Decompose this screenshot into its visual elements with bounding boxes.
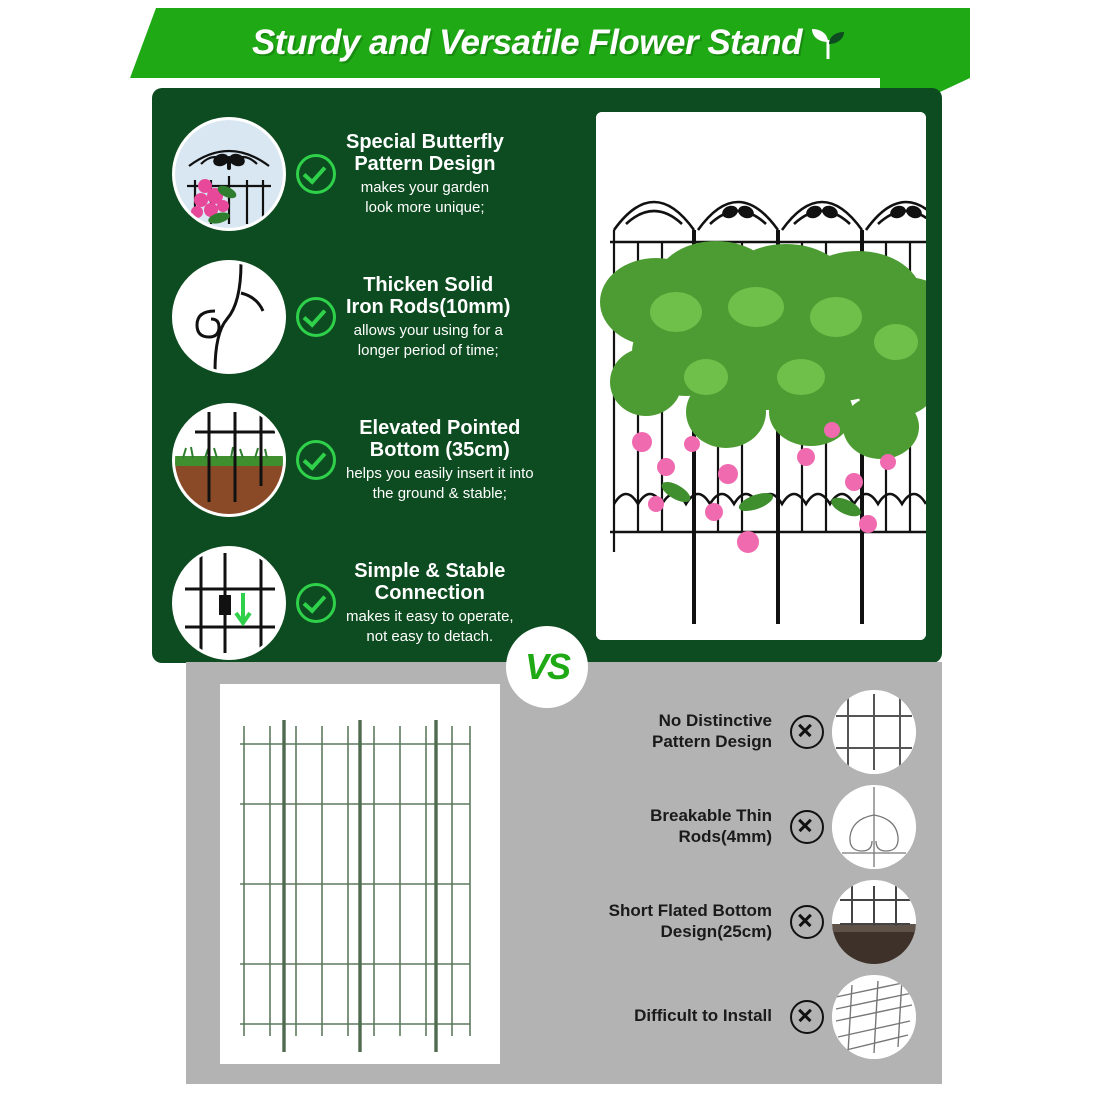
drawbacks-panel	[186, 662, 942, 1084]
butterfly-fence-with-vines-photo	[596, 112, 926, 640]
drawback-label	[526, 806, 782, 847]
cross-icon	[790, 715, 824, 749]
feature-sub-line2: longer period of time;	[357, 341, 499, 359]
feature-title-line2: Bottom (35cm)	[369, 439, 510, 462]
drawback-label-line1: No Distinctive	[658, 711, 772, 731]
drawback-label-line1: Difficult to Install	[634, 1006, 772, 1026]
feature-row	[172, 245, 592, 388]
drawback-label	[526, 1006, 782, 1026]
feature-title-line2: Pattern Design	[354, 153, 496, 176]
header-banner	[130, 8, 970, 78]
feature-sub-line1: allows your using for a	[353, 321, 503, 339]
feature-title-line1: Elevated Pointed	[359, 416, 521, 439]
feature-title-line2: Connection	[374, 582, 485, 605]
pointed-bottom-soil-bubble-icon	[172, 403, 286, 517]
drawback-label-line1: Short Flated Bottom	[608, 901, 772, 921]
plain-wire-fence-photo	[220, 684, 500, 1064]
thin-rod-bubble-icon	[832, 785, 916, 869]
seedling-icon	[808, 26, 848, 60]
drawback-label	[526, 901, 782, 942]
feature-title-line2: Iron Rods(10mm)	[346, 296, 511, 319]
feature-sub-line2: look more unique;	[365, 198, 485, 216]
advantages-panel	[152, 88, 942, 663]
cross-icon	[790, 1000, 824, 1034]
connection-bubble-icon	[172, 546, 286, 660]
feature-list	[172, 102, 592, 674]
feature-title-line1: Thicken Solid	[363, 273, 494, 296]
vs-label: VS	[524, 646, 570, 687]
drawback-row	[526, 874, 916, 969]
butterfly-pattern-bubble-icon	[172, 117, 286, 231]
flat-bottom-soil-bubble-icon	[832, 880, 916, 964]
feature-title-line1: Special Butterfly	[346, 130, 504, 153]
plain-grid-bubble-icon	[832, 690, 916, 774]
feature-row	[172, 388, 592, 531]
drawback-label	[526, 711, 782, 752]
page-title: Sturdy and Versatile Flower Stand	[251, 23, 803, 62]
feature-row	[172, 102, 592, 245]
feature-sub-line2: not easy to detach.	[366, 627, 494, 645]
feature-title-line1: Simple & Stable	[354, 559, 506, 582]
vs-badge	[508, 628, 586, 706]
feature-sub-line1: helps you easily insert it into	[346, 464, 534, 482]
drawback-row	[526, 969, 916, 1064]
check-icon	[296, 440, 336, 480]
drawback-label-line2: Rods(4mm)	[678, 826, 772, 846]
feature-text	[346, 417, 534, 502]
drawback-row	[526, 684, 916, 779]
tangled-wires-bubble-icon	[832, 975, 916, 1059]
check-icon	[296, 154, 336, 194]
drawback-list	[526, 684, 916, 1064]
iron-rod-bubble-icon	[172, 260, 286, 374]
cross-icon	[790, 810, 824, 844]
feature-text	[346, 274, 510, 359]
drawback-label-line1: Breakable Thin	[650, 806, 772, 826]
drawback-label-line2: Design(25cm)	[660, 921, 772, 941]
check-icon	[296, 297, 336, 337]
feature-sub-line1: makes your garden	[360, 178, 490, 196]
drawback-label-line2: Pattern Design	[652, 731, 772, 751]
feature-sub-line2: the ground & stable;	[372, 484, 507, 502]
feature-text	[346, 560, 514, 645]
cross-icon	[790, 905, 824, 939]
check-icon	[296, 583, 336, 623]
feature-sub-line1: makes it easy to operate,	[346, 607, 514, 625]
banner-left-notch	[130, 8, 156, 78]
drawback-row	[526, 779, 916, 874]
feature-text	[346, 131, 504, 216]
